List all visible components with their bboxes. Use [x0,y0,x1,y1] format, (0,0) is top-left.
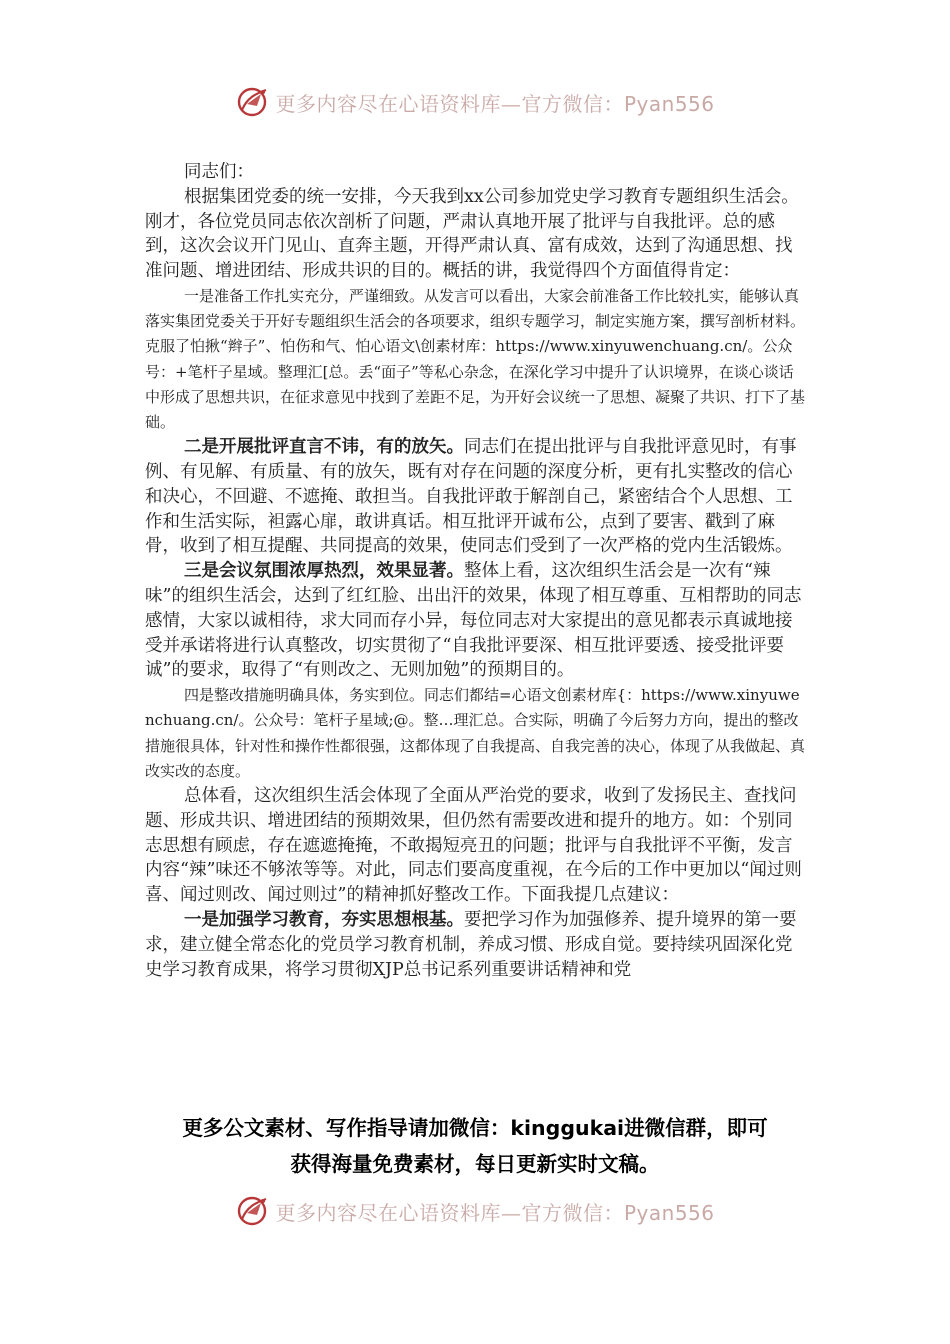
paragraph-2: 一是准备工作扎实充分，严谨细致。从发言可以看出，大家会前准备工作比较扎实，能够认真落实集团党委关于开好专题组织生活会的各项要求，组织专题学习，制定实施方案，撰写剖析材料。克服了怕揪“辫子”、怕伤和气、怕心语文\创素材库：https://www.xinyuwenchuang.cn/。公众号：+笔杆子星域。整理汇[总。丢“面子”等私心杂念，在深化学习中提升了认识境界，在谈心谈话中形成了思想共识，在征求意见中找到了差距不足，为开好会议统一了思想、凝聚了共识、打下了基础。 [145,286,806,431]
footer-banner-text [275,1197,714,1226]
paragraph-7 [145,908,807,982]
paragraph-7-text: 要把学习作为加强修养、提升境界的第一要求，建立健全常态化的党员学习教育机制，养成习惯、形成自觉。要持续巩固深化党史学习教育成果，将学习贯彻XJP总书记系列重要讲话精神和党 [145,909,797,980]
paragraph-4 [145,559,807,683]
promo-notice [130,1110,820,1182]
paragraph-3 [145,435,807,559]
greeting: 同志们： [184,162,254,182]
paragraph-1: 根据集团党委的统一安排，今天我到xx公司参加党史学习教育专题组织生活会。刚才，各位党员同志依次剖析了问题，严肃认真地开展了批评与自我批评。总的感到，这次会议开门见山、直奔主题，开得严肃认真、富有成效，达到了沟通思想、找准问题、增进团结、形成共识的目的。概括的讲，我觉得四个方面值得肯定： [145,186,799,282]
banner-wechat-id: Pyan556 [623,91,715,116]
banner-text-cn: 更多内容尽在心语资料库—官方微信： [275,91,624,116]
paragraph-7-lead: 一是加强学习教育，夯实思想根基。 [184,909,464,930]
brand-logo-icon [235,1193,271,1229]
paragraph-4-text: 整体上看，这次组织生活会是一次有“辣味”的组织生活会，达到了红红脸、出出汗的效果，体现了相互尊重、互相帮助的同志感情，大家以诚相待，求大同而存小异，每位同志对大家提出的意见都表示真诚地接受并承诺将进行认真整改，切实贯彻了“自我批评要深、相互批评要透、接受批评要诚”的要求，取得了“有则改之、无则加勉”的预期目的。 [145,561,802,681]
promo-line-2: 获得海量免费素材，每日更新实时文稿。 [290,1152,660,1176]
paragraph-5: 四是整改措施明确具体，务实到位。同志们都结=心语文创素材库{：https://www.xinyuwenchuang.cn/。公众号：笔杆子星域;@。整…理汇总。合实际，明确了今后努力方向，提出的整改措施很具体，针对性和操作性都很强，这都体现了自我提高、自我完善的决心，体现了从我做起、真改实改的态度。 [145,686,806,780]
document-body [145,160,807,982]
header-banner [0,82,950,122]
paragraph-3-text: 同志们在提出批评与自我批评意见时，有事例、有见解、有质量、有的放矢，既有对存在问题的深度分析，更有扎实整改的信心和决心，不回避、不遮掩、敢担当。自我批评敢于解剖自己，紧密结合个人思想、工作和生活实际，袒露心扉，敢讲真话。相互批评开诚布公，点到了要害、戳到了麻骨，收到了相互提醒、共同提高的效果，使同志们受到了一次严格的党内生活锻炼。 [145,437,797,557]
brand-logo-icon [235,84,271,120]
footer-banner-text-cn: 更多内容尽在心语资料库—官方微信： [275,1200,624,1225]
paragraph-4-lead: 三是会议氛围浓厚热烈，效果显著。 [184,561,464,582]
footer-banner [0,1191,950,1231]
paragraph-3-lead: 二是开展批评直言不讳，有的放矢。 [184,437,464,458]
paragraph-6: 总体看，这次组织生活会体现了全面从严治党的要求，收到了发扬民主、查找问题、形成共识、增进团结的预期效果，但仍然有需要改进和提升的地方。如：个别同志思想有顾虑，存在遮遮掩掩，不敢揭短亮丑的问题；批评与自我批评不平衡，发言内容“辣”味还不够浓等等。对此，同志们要高度重视，在今后的工作中更加以“闻过则喜、闻过则改、闻过则过”的精神抓好整改工作。下面我提几点建议： [145,785,802,906]
promo-line-1: 更多公文素材、写作指导请加微信：kinggukai进微信群，即可 [182,1116,768,1140]
footer-banner-wechat-id: Pyan556 [623,1200,715,1225]
banner-text [275,88,714,117]
